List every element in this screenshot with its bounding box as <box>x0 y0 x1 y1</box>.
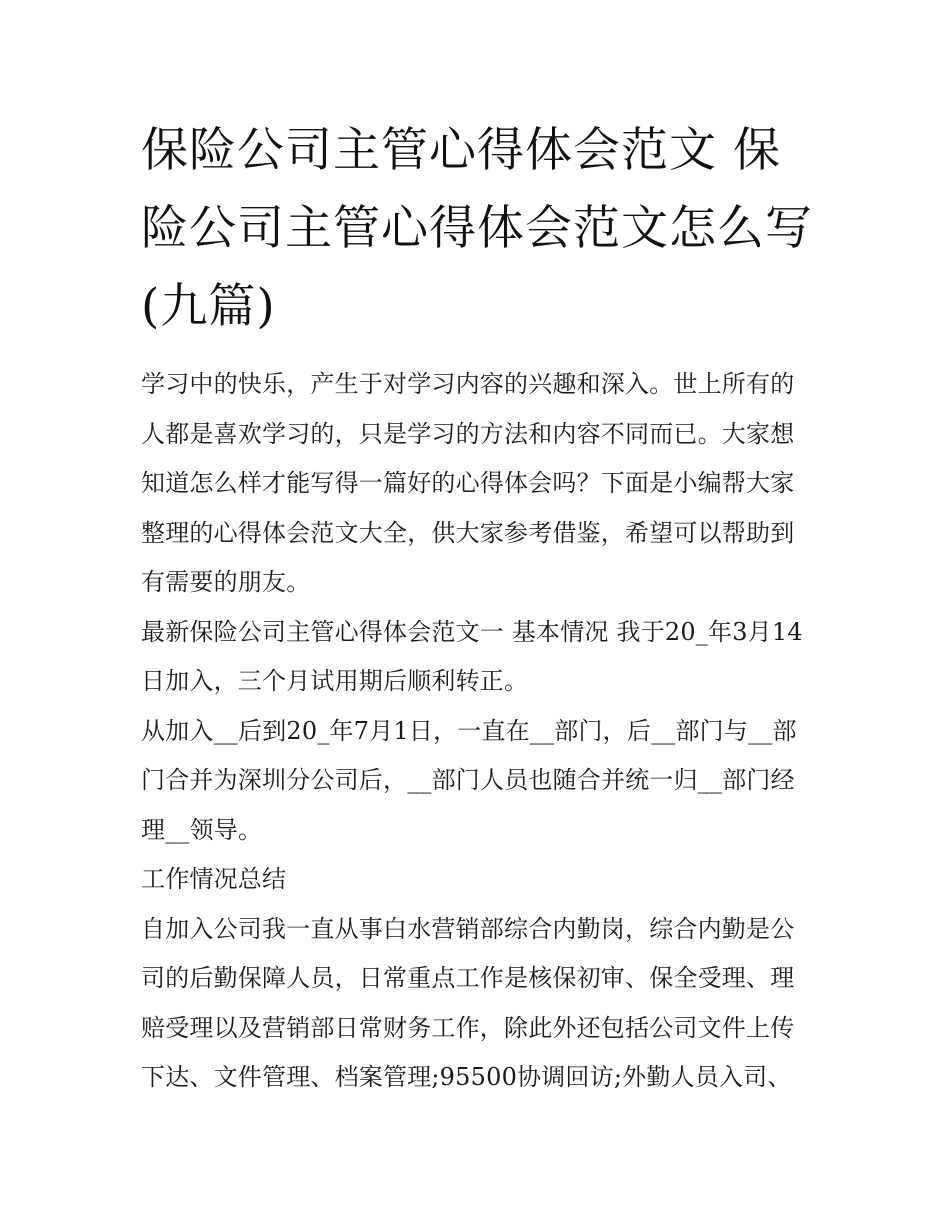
intro-paragraph: 学习中的快乐，产生于对学习内容的兴趣和深入。世上所有的人都是喜欢学习的，只是学习的方法和内容不同而已。大家想知道怎么样才能写得一篇好的心得体会吗？下面是小编帮大家整理的心得体会范文大全，供大家参考借鉴，希望可以帮助到有需要的朋友。 <box>141 370 795 596</box>
work-duties-paragraph: 自加入公司我一直从事白水营销部综合内勤岗，综合内勤是公司的后勤保障人员，日常重点工作是核保初审、保全受理、理赔受理以及营销部日常财务工作，除此外还包括公司文件上传下达、文件管理、档案管理;95500协调回访;外勤人员入司、 <box>141 914 795 1091</box>
document-page <box>141 112 813 1103</box>
work-summary-heading: 工作情况总结 <box>141 865 287 893</box>
document-title: 保险公司主管心得体会范文 保险公司主管心得体会范文怎么写(九篇) <box>141 123 813 334</box>
section-one-basic-info-paragraph: 最新保险公司主管心得体会范文一 基本情况 我于20_年3月14日加入，三个月试用期后顺利转正。 <box>141 617 803 695</box>
document-body <box>141 360 813 1103</box>
department-history-paragraph: 从加入__后到20_年7月1日，一直在__部门，后__部门与__部门合并为深圳分公司后，__部门人员也随合并统一归__部门经理__领导。 <box>141 716 797 844</box>
